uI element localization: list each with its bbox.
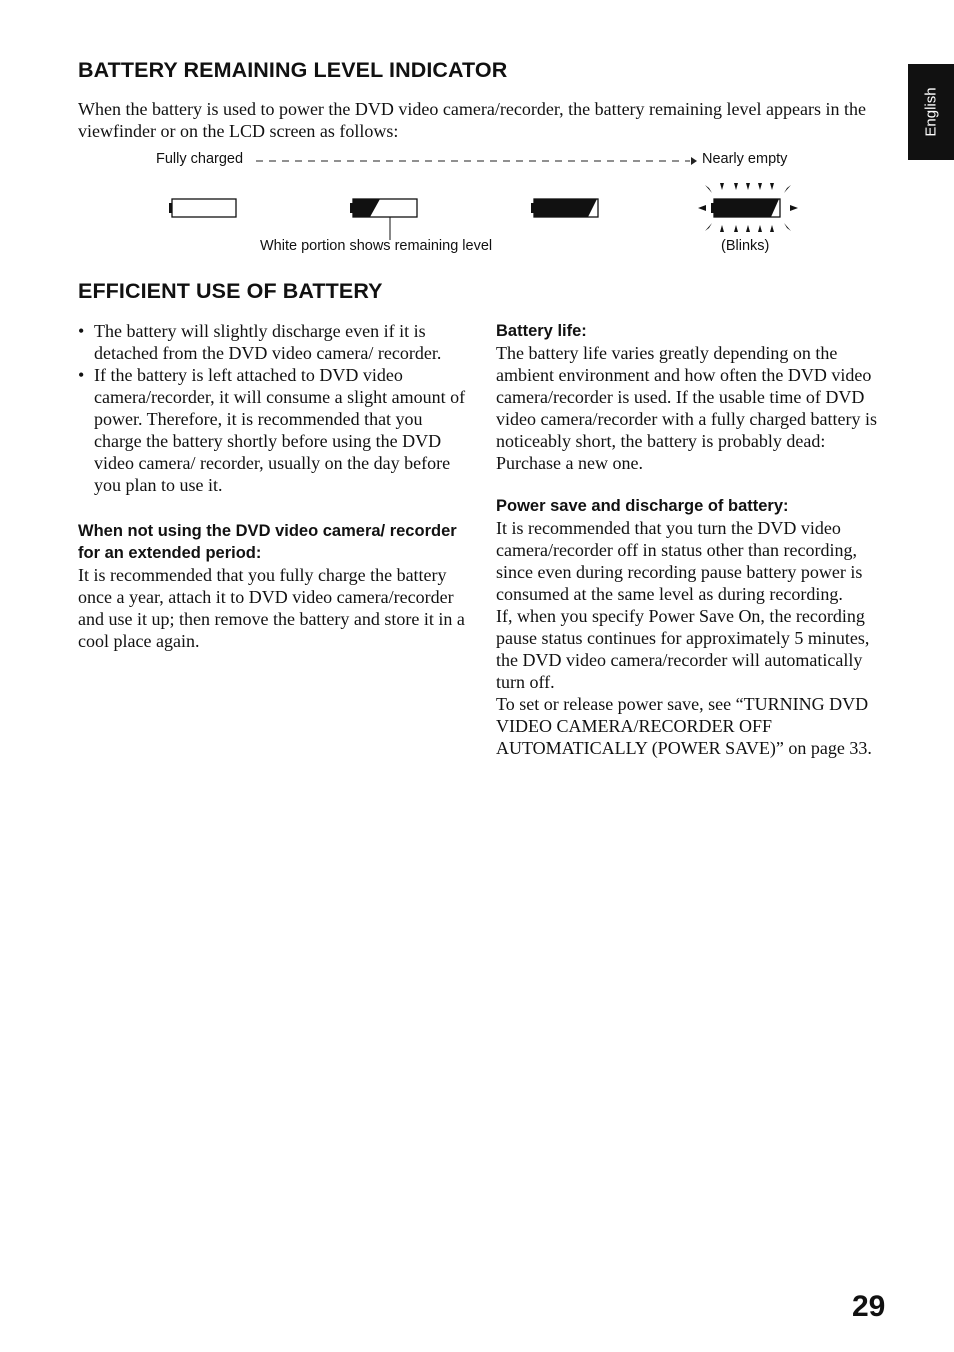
not-using-text: It is recommended that you fully charge the battery once a year, attach it to DVD video camera/recorder and use it up; then remove the battery and store it in a cool place again.	[78, 565, 465, 651]
list-item: • The battery will slightly discharge even if it is detached from the DVD video camera/ recorder.	[78, 321, 442, 363]
progress-arrowhead	[691, 157, 697, 165]
bullet-icon: •	[78, 321, 85, 341]
battery-life-heading: Battery life:	[496, 322, 587, 340]
power-save-heading: Power save and discharge of battery:	[496, 497, 789, 515]
not-using-heading: When not using the DVD video camera/ recorder for an extended period:	[78, 522, 457, 562]
bullet-icon: •	[78, 365, 85, 385]
language-tab-label: English	[922, 87, 940, 137]
battery-tips-list	[78, 320, 470, 496]
page-number: 29	[852, 1290, 886, 1323]
power-save-paragraph-3: To set or release power save, see “TURNING DVD VIDEO CAMERA/RECORDER OFF AUTOMATICALLY (POWER SAVE)” on page 33.	[496, 694, 872, 758]
efficient-use-heading: EFFICIENT USE OF BATTERY	[78, 279, 383, 303]
battery-life-text: The battery life varies greatly depending on the ambient environment and how often the DVD video camera/recorder is used. If the usable time of DVD video camera/recorder with a fully charged battery is noticeably short, the battery is probably dead: Purchase a new one.	[496, 343, 877, 473]
label-nearly-empty: Nearly empty	[702, 151, 788, 167]
label-blinks: (Blinks)	[721, 238, 770, 254]
label-fully-charged: Fully charged	[156, 151, 244, 167]
power-save-paragraph-2: If, when you specify Power Save On, the recording pause status continues for approximately 5 minutes, the DVD video camera/recorder will automatically turn off.	[496, 606, 870, 692]
battery-partial-icon	[350, 199, 417, 217]
label-white-portion: White portion shows remaining level	[260, 238, 493, 254]
language-tab	[908, 64, 954, 160]
battery-indicator-heading: BATTERY REMAINING LEVEL INDICATOR	[78, 58, 508, 82]
left-column	[78, 320, 470, 652]
battery-indicator-intro: When the battery is used to power the DVD video camera/recorder, the battery remaining level appears in the viewfinder or on the LCD screen as follows:	[78, 99, 866, 141]
battery-full-icon	[169, 199, 236, 217]
battery-blinking-icon	[711, 199, 780, 217]
list-item: • If the battery is left attached to DVD video camera/recorder, it will consume a slight amount of power. Therefore, it is recommended that you charge the battery shortly before using the DVD video camera/ recorder, usually on the day before you plan to use it.	[78, 365, 466, 495]
power-save-paragraph-1: It is recommended that you turn the DVD video camera/recorder off in status other than recording, since even during recording pause battery power is consumed at the same level as during recording.	[496, 518, 863, 604]
battery-low-icon	[531, 199, 598, 217]
right-column	[496, 320, 888, 759]
battery-level-diagram	[0, 140, 900, 270]
